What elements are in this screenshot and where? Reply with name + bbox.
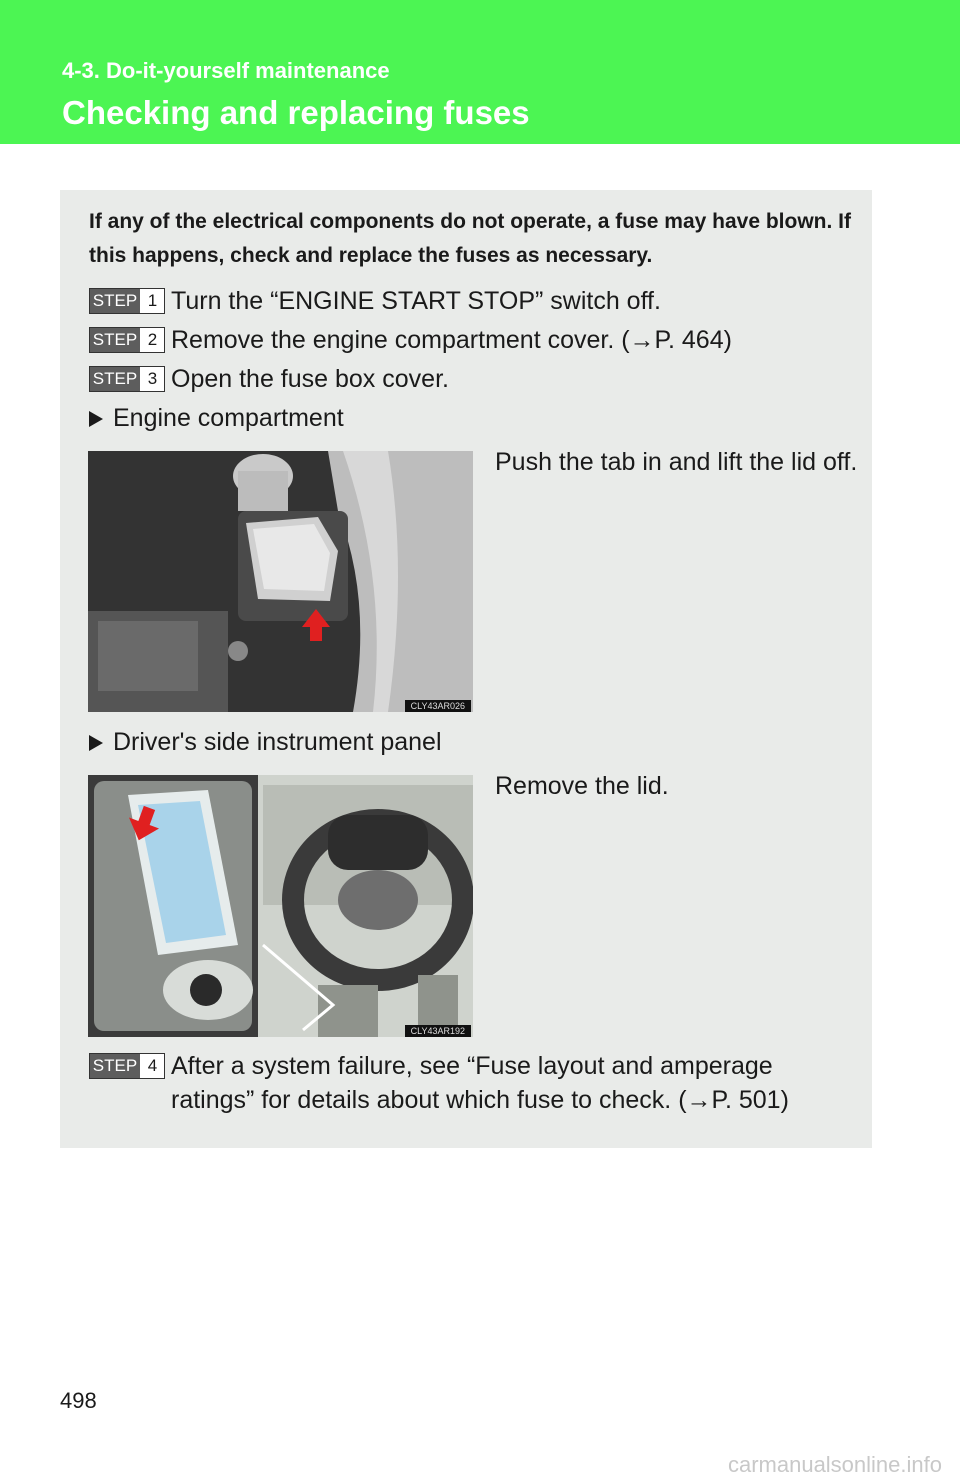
triangle-bullet-icon: [89, 735, 103, 751]
step-badge: STEP 2: [89, 327, 165, 353]
subheading-engine: Engine compartment: [89, 401, 344, 435]
instrument-panel-illustration: [88, 775, 473, 1037]
step-badge: STEP 4: [89, 1053, 165, 1079]
step-text: Open the fuse box cover.: [171, 365, 449, 393]
instrument-panel-image: [88, 775, 473, 1037]
watermark: carmanualsonline.info: [727, 1452, 942, 1477]
step-badge: STEP 3: [89, 366, 165, 392]
step-text: Turn the “ENGINE START STOP” switch off.: [171, 287, 661, 315]
engine-compartment-illustration: [88, 451, 473, 712]
caption-engine: Push the tab in and lift the lid off.: [495, 448, 858, 476]
page-header: [0, 0, 960, 144]
intro-text: If any of the electrical components do not operate, a fuse may have blown. If this happens, check and replace the fuses as necessary.: [89, 210, 851, 267]
caption-instrument-panel: Remove the lid.: [495, 772, 669, 800]
page-number: 498: [60, 1388, 97, 1413]
engine-compartment-image: [88, 451, 473, 712]
step-text: Remove the engine compartment cover. (→P. 464): [171, 326, 732, 354]
image-code: CLY43AR192: [405, 1025, 471, 1037]
page-title: Checking and replacing fuses: [62, 94, 530, 131]
triangle-bullet-icon: [89, 411, 103, 427]
section-label: 4-3. Do-it-yourself maintenance: [62, 58, 390, 83]
subheading-instrument-panel: Driver's side instrument panel: [89, 725, 442, 759]
step-badge: STEP 1: [89, 288, 165, 314]
image-code: CLY43AR026: [405, 700, 471, 712]
step-text: After a system failure, see “Fuse layout and amperage ratings” for details about which fuse to check. (→P. 501): [171, 1052, 789, 1114]
